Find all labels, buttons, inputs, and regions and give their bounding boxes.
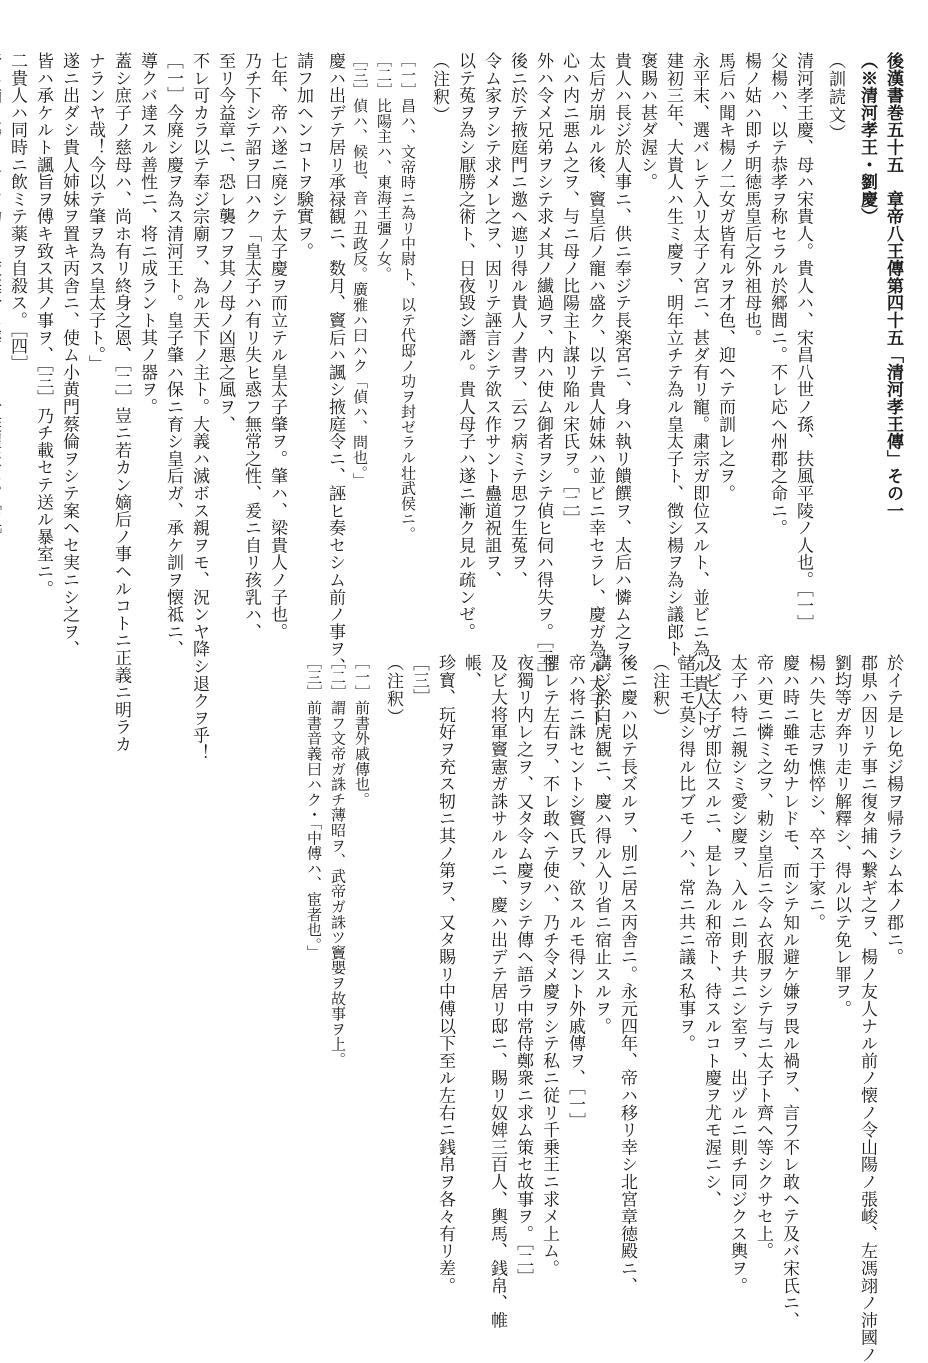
text-line: 永平末、選バレテ入リ太子ノ宮ニ、甚ダ有リ寵。粛宗ガ即位スルト、並ビニ為ル貴人ト。 bbox=[689, 52, 709, 744]
text-line: 懼レテ左右ヲ、不レ敢ヘテ使ハ、乃チ令メ慶ヲシテ私ニ従リ千乗王ニ求メ上ム。 bbox=[539, 654, 559, 1277]
text-line: 導クバ達スル善性ニ、将ニ成ラント其ノ器ヲ。 bbox=[137, 52, 157, 416]
text-line: ［一］今廃シ慶ヲ為ス清河王ト。皇子肇ハ保ニ育シ皇后ガ、承ケ訓ヲ懐祗ニ、 bbox=[163, 52, 183, 658]
document-subtitle: （※清河孝王・劉慶） bbox=[857, 52, 877, 225]
text-line: 馬后ハ聞キ楊ノ二女ガ皆有ルヲ才色、迎ヘテ而訓レ之ヲ。 bbox=[715, 52, 735, 502]
text-line: 楊ハ失ヒ志ヲ憔悴シ、卒ス于家ニ。 bbox=[805, 654, 825, 931]
text-line: 夜獨リ内レ之ヲ、又タ令ム慶ヲシテ傳ヘ語ラ中常侍鄭衆ニ求ム策セ故事ヲ。［二］ bbox=[513, 654, 533, 1286]
text-line: 帝ハ将ニ誅セントシ竇氏ヲ、欲スルモ得ント外戚傳ヲ、［一］ bbox=[565, 654, 585, 1130]
text-line: 清河孝王慶、母ハ宋貴人。貴人ハ、宋昌八世ノ孫、扶風平陵ノ人也。［一］ bbox=[793, 52, 813, 632]
notes-heading: （注釈） bbox=[383, 654, 403, 726]
text-line: 帝ハ更ニ憐ミ之ヲ、勅シ皇后ニ令ム衣服ヲシテ与ニ太子ト齊ヘ等シクサセ上。 bbox=[753, 654, 773, 1260]
text-line: 慶ハ時ニ雖モ幼ナレドモ、而シテ知ル避ケ嫌ヲ畏ル禍ヲ、言フ不レ敢ヘテ及バ宋氏ニ、 bbox=[779, 654, 799, 1329]
text-line: 慶ハ出デテ居リ承禄観ニ、数月、竇后ハ諷シ掖庭令ニ、誣ヒ奏セシム前ノ事ヲ、 bbox=[325, 52, 345, 675]
text-line: 至リ今益章ニ、恐レ襲フヲ其ノ母ノ凶悪之風ヲ、 bbox=[215, 52, 235, 433]
note-line: ［一］前書外戚傳也。 bbox=[353, 654, 371, 807]
kundoku-heading: （訓読文） bbox=[825, 52, 845, 142]
text-line: 及ビ太子ガ即位スルニ、是レ為ル和帝ト、待スルコト慶ヲ尤モ渥ニシ、 bbox=[701, 654, 721, 1208]
text-line: 太后ガ崩ルル後、竇皇后ノ寵ハ盛ク、以テ貴人姉妹ハ並ビニ幸セラレ、慶ガ為ル太子ト、 bbox=[585, 52, 605, 744]
text-line: 後ニ於テ掖庭門ニ邀ヘ遮リ得ル貴人ノ書ヲ、云フ病ミテ思フ生菟ヲ、 bbox=[507, 52, 527, 589]
text-line: 郡県ハ因リテ事ニ復タ捕ヘ繋ギ之ヲ、楊ノ友人ナル前ノ懐ノ令山陽ノ張峻、左馮翊ノ沛國ノ bbox=[857, 654, 877, 1363]
text-line: 於イテ是レ免ジ楊ヲ帰ラシム本ノ郡ニ。 bbox=[883, 654, 903, 966]
notes-heading: （注釈） bbox=[429, 52, 449, 124]
text-line: 二貴人ハ同時ニ飲ミテ薬ヲ自殺ス。［四］ bbox=[7, 52, 27, 373]
text-line: ナランヤ哉！今以テ肇ヲ為ス皇太子ト。」 bbox=[85, 52, 105, 373]
text-line: 以テ菟ヲ為シ厭勝之術ト、日夜毀シ譖ル。貴人母子ハ遂ニ漸ク見ル疏ンゼ。 bbox=[455, 52, 475, 641]
text-line: 不レ可カラ以テ奉ジ宗廟ヲ、為ル天下ノ主ト。大義ハ滅ボス親ヲモ、況ンヤ降シ退クヲ乎！ bbox=[189, 52, 209, 762]
text-line: 請フ加ヘンコトヲ験實ヲ。 bbox=[293, 52, 313, 260]
text-line: 乃チ下シテ詔ヲ曰ハク「皇太子ハ有リ失ヒ惑フ無常之性、爰ニ自リ孩乳ハ、 bbox=[241, 52, 261, 641]
text-line: ［三］ bbox=[409, 654, 429, 706]
text-line: 令ム家ヲシテ求メレ之ヲ、因リテ誣言シテ欲ス作サント蠱道祝詛ヲ、 bbox=[481, 52, 501, 589]
note-line: ［三］偵ハ、候也、音ハ丑政反。廣雅ハ曰ハク「偵ハ、問也。」 bbox=[351, 52, 369, 489]
text-line: 遂ニ出ダシ貴人姉妹ヲ置キ丙舎ニ、使ム小黄門蔡倫ヲシテ案ヘセ実ニシ之ヲ、 bbox=[59, 52, 79, 658]
text-line: 太子ハ特ニ親シミ愛シ慶ヲ、入ルニ則チ共ニシ室ヲ、出ヅルニ則チ同ジクス輿ヲ。 bbox=[727, 654, 747, 1295]
text-line: 外ハ令メ兄弟ヲシテ求メ其ノ纎過ヲ、内ハ使ム御者ヲシテ偵ヒ伺ハ得失ヲ。［三］ bbox=[533, 52, 553, 684]
text-line: 珍寳、玩好ヲ充ス牣ニ其ノ第ヲ、又タ賜リ中傅以下至ル左右ニ銭帛ヲ各々有リ差。 bbox=[435, 654, 455, 1295]
notes-heading: （注釈） bbox=[649, 654, 669, 726]
text-line: 及ビ大将軍竇憲ガ誅サルルニ、慶ハ出デテ居リ邸ニ、賜リ奴婢三百人、輿馬、銭帛、帷 bbox=[487, 654, 507, 1329]
text-line: 蓋シ庶子ノ慈母ハ、尚ホ有リ終身之恩、［二］豈ニ若カン嫡后ノ事ヘルコトニ正義ニ明ラカ bbox=[111, 52, 131, 753]
text-line bbox=[0, 52, 4, 597]
note-line: ［二］比陽主ハ、東海王彊ノ女。 bbox=[375, 52, 393, 282]
text-line: 褒賜ハ甚ダ渥シ。 bbox=[637, 52, 657, 191]
text-line: 諸王モ莫シ得ル比ブモノハ、常ニ共ニ議ス私事ヲ。 bbox=[675, 654, 695, 1052]
text-line: 後ニ慶ハ以テ長ズルヲ、別ニ居ス丙舎ニ。永元四年、帝ハ移リ幸シ北宮章徳殿ニ、 bbox=[617, 654, 637, 1295]
text-line: 皆ハ承ケルト諷旨ヲ傅キ致ス其ノ事ヲ、［三］乃チ載セテ送ル暴室ニ。 bbox=[33, 52, 53, 598]
note-line: ［三］前書音義曰ハク・「中傅ハ、宦者也。」 bbox=[305, 654, 323, 961]
text-line: 貴人ハ長ジ於人事ニ、供ニ奉ジテ長楽宮ニ、身ハ執リ饋饌ヲ、太后ハ憐ム之ヲ。 bbox=[611, 52, 631, 675]
text-line: 劉均等ガ奔リ走リ解釋シ、得ル以テ免レ罪ヲ。 bbox=[831, 654, 851, 1018]
text-line: 建初三年、大貴人ハ生ミ慶ヲ、明年立チテ為ル皇太子ト、徴シ楊ヲ為シ議郎ト。 bbox=[663, 52, 683, 675]
text-line: 楊ノ姑ハ即チ明徳馬皇后之外祖母也。 bbox=[741, 52, 761, 347]
note-line: ［二］謂フ文帝ガ誅チ薄昭ヲ、武帝ガ誅ツ竇嬰ヲ故事ヲ上。 bbox=[329, 654, 347, 1068]
note-line: ［一］昌ハ、文帝時ニ為リ中尉ト、以テ代邸ノ功ヲ封ゼラル壮武侯ニ。 bbox=[399, 52, 417, 542]
text-line: 帳、 bbox=[461, 654, 481, 689]
text-line: 講ジ於白虎観ニ、慶ハ得ル入リ省ニ宿止スルヲ。 bbox=[591, 654, 611, 1035]
text-line: 心ハ内ニ悪ム之ヲ、与ニ母ノ比陽主ト謀リ陥ル宋氏ヲ。［二］ bbox=[559, 52, 579, 528]
lower-text-block bbox=[16, 654, 906, 1363]
text-line: 七年、帝ハ遂ニ廃シテ太子慶ヲ而立テル皇太子肇ヲ。肇ハ、梁貴人ノ子也。 bbox=[267, 52, 287, 641]
document-title: 後漢書巻五十五 章帝八王傳第四十五「清河孝王傳」その一 bbox=[883, 52, 903, 520]
text-line: 父楊ハ、以テ恭孝ヲ称セラル於郷閭ニ。不レ応ヘ州郡之命ニ。 bbox=[767, 52, 787, 537]
